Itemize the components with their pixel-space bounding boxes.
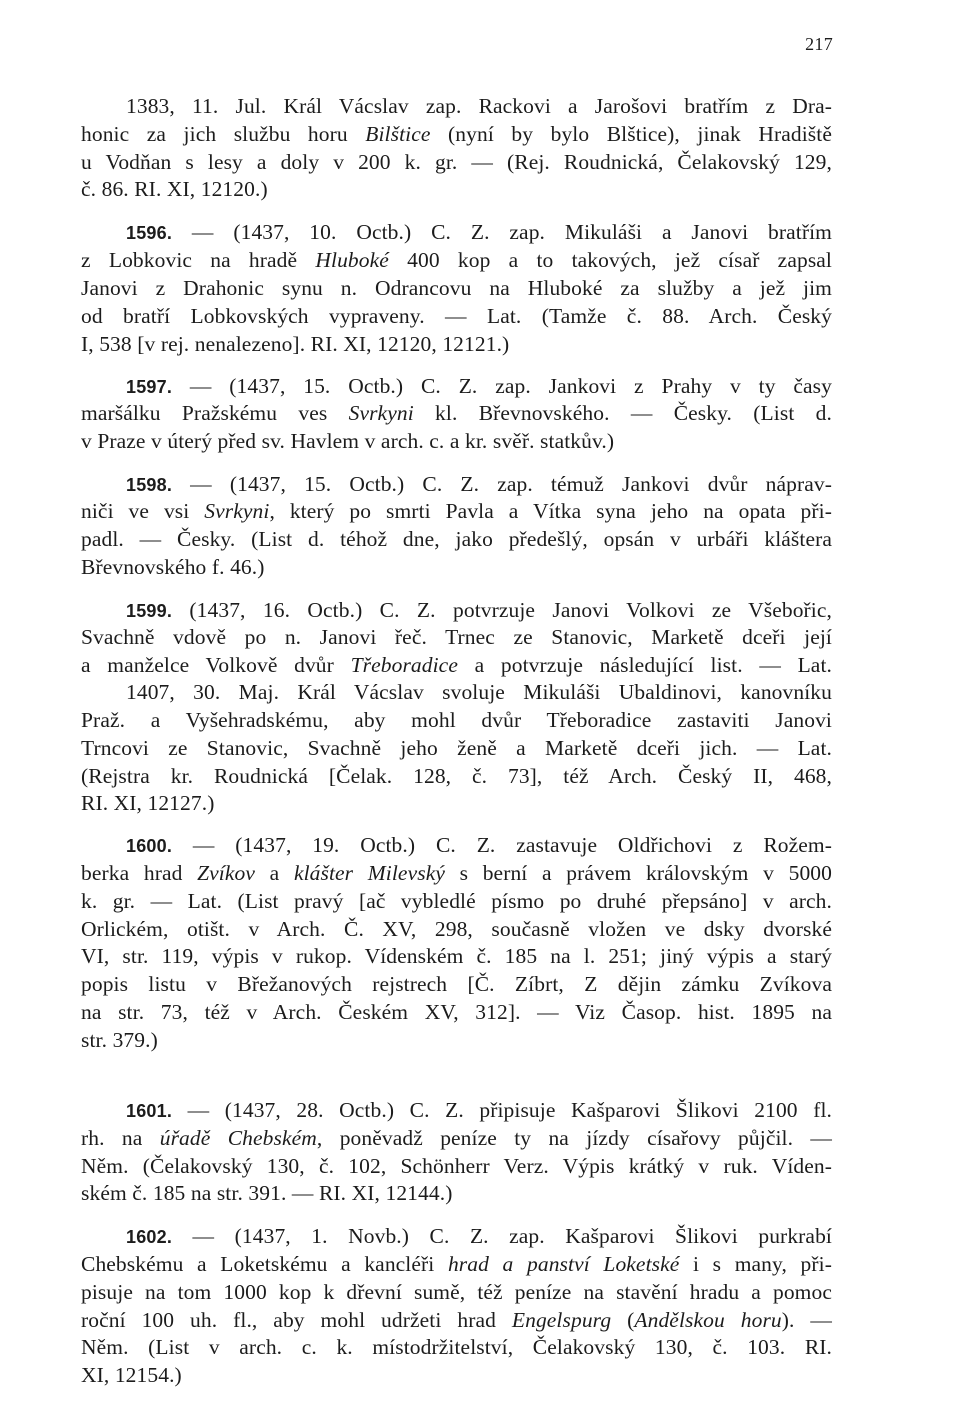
text-segment: Svachně vdově po n. Janovi řeč. Trnec ze Stanovic, Marketě dceři její [81, 625, 832, 649]
entry-line [81, 120, 832, 148]
entry-line [81, 497, 832, 525]
entry-line [81, 859, 832, 887]
text-segment: XI, 12154.) [81, 1363, 182, 1387]
entry-number: 1601. [126, 1101, 173, 1121]
text-segment: — (1437, 1. Novb.) C. Z. zap. Kašparovi Šlikovi purkrabí [172, 1224, 832, 1248]
entry-first-line [126, 372, 832, 400]
entry-line [81, 1026, 832, 1054]
text-segment: Něm. (Čelakovský 130, č. 102, Schönherr Verz. Výpis krátký v ruk. Víden- [81, 1154, 832, 1178]
entry-number: 1600. [126, 836, 173, 856]
entry-line [81, 887, 832, 915]
text-segment: — (1437, 10. Octb.) C. Z. zap. Mikuláši a Janovi bratřím [172, 220, 832, 244]
text-segment: Janovi z Drahonic synu n. Odrancovu na Hluboké za služby a jež jim [81, 276, 832, 300]
text-segment: popis listu v Břežanových rejstrech [Č. Zíbrt, Z dějin zámku Zvíkova [81, 972, 832, 996]
text-segment: od bratří Lobkovských vypraveny. — Lat. (Tamže č. 88. Arch. Český [81, 304, 832, 328]
entry-line [81, 789, 832, 817]
italic-text: úřadě Chebském [159, 1126, 317, 1150]
page-number: 217 [805, 34, 833, 54]
text-segment: 400 kop a to takových, jež císař zapsal [388, 248, 833, 272]
text-segment: (nyní by bylo Blštice), jinak Hradiště [430, 122, 832, 146]
text-segment: ( [611, 1308, 635, 1332]
entry-first-line [126, 1096, 832, 1124]
text-segment: berka hrad [81, 861, 198, 885]
entry-number: 1596. [126, 223, 173, 243]
text-segment: rh. na [81, 1126, 160, 1150]
text-segment: ském č. 185 na str. 391. — RI. XI, 12144.) [81, 1181, 453, 1205]
entry-line [81, 553, 832, 581]
italic-text: Bilštice [365, 122, 431, 146]
entry-line [81, 246, 832, 274]
text-segment: (1437, 16. Octb.) C. Z. potvrzuje Janovi Volkovi ze Všebořic, [172, 598, 832, 622]
text-segment: k. gr. — Lat. (List pravý [ač vybledlé písmo po druhé přepsáno] v arch. [81, 889, 832, 913]
italic-text: Hluboké [315, 248, 389, 272]
text-segment: , poněvadž peníze ty na jízdy císařovy půjčil. — [316, 1126, 833, 1150]
entry-line [81, 651, 832, 679]
italic-text: Zvíkov [197, 861, 256, 885]
entry-line [81, 970, 832, 998]
entry-number: 1599. [126, 601, 173, 621]
text-segment: i s many, při- [679, 1252, 832, 1276]
text-segment: Chebskému a Loketskému a kancléři [81, 1252, 448, 1276]
entry-line [81, 1278, 832, 1306]
entry-line [81, 734, 832, 762]
entry-line [81, 399, 832, 427]
entry-line [81, 1361, 832, 1389]
entry-line [81, 148, 832, 176]
entry-line [81, 706, 832, 734]
entry-first-line [126, 1222, 832, 1250]
entry-number: 1598. [126, 475, 173, 495]
text-segment: u Vodňan s lesy a doly v 200 k. gr. — (Rej. Roudnická, Čelakovský 129, [81, 150, 832, 174]
text-segment: 1383, 11. Jul. Král Vácslav zap. Rackovi a Jarošovi bratřím z Dra- [126, 94, 832, 118]
entry-line [81, 175, 832, 203]
entry-line [81, 427, 832, 455]
text-segment: Trncovi ze Stanovic, Svachně jeho ženě a Marketě dceři jich. — Lat. [81, 736, 832, 760]
entry-line [81, 1124, 832, 1152]
entry-number: 1597. [126, 377, 173, 397]
italic-text: hrad a panství Loketské [447, 1252, 680, 1276]
text-segment: 1407, 30. Maj. Král Vácslav svoluje Mikuláši Ubaldinovi, kanovníku [126, 680, 832, 704]
italic-text: Třeboradice [350, 653, 458, 677]
entry-line [81, 1152, 832, 1180]
text-segment: a [255, 861, 294, 885]
text-segment: roční 100 uh. fl., aby mohl udržeti hrad [81, 1308, 512, 1332]
text-segment: — (1437, 15. Octb.) C. Z. zap. témuž Jankovi dvůr náprav- [172, 472, 832, 496]
text-segment: I, 538 [v rej. nenalezeno]. RI. XI, 12120, 12121.) [81, 332, 510, 356]
text-segment: RI. XI, 12127.) [81, 791, 215, 815]
text-segment: VI, str. 119, výpis v rukop. Vídenském č. 185 na l. 251; jiný výpis a starý [81, 944, 832, 968]
text-segment: — (1437, 15. Octb.) C. Z. zap. Jankovi z Prahy v ty časy [172, 374, 832, 398]
entry-line [81, 942, 832, 970]
entry-line [81, 525, 832, 553]
entry-line [81, 330, 832, 358]
entry-first-line [126, 831, 832, 859]
entry-line [81, 1333, 832, 1361]
entry-first-line [126, 596, 832, 624]
entry-line [81, 623, 832, 651]
entry-line [81, 1306, 832, 1334]
text-segment: honic za jich službu horu [81, 122, 366, 146]
text-segment: Orlickém, otišt. v Arch. Č. XV, 298, současně vložen ve dsky dvorské [81, 917, 832, 941]
text-segment: na str. 73, též v Arch. Českém XV, 312]. — Viz Časop. hist. 1895 na [81, 1000, 832, 1024]
entry-line [81, 762, 832, 790]
text-segment: , který po smrti Pavla a Vítka syna jeho na opata při- [269, 499, 833, 523]
entry-line [81, 998, 832, 1026]
text-segment: niči ve vsi [81, 499, 205, 523]
entry-line [126, 678, 832, 706]
text-segment: s berní a právem královským v 5000 [444, 861, 832, 885]
text-segment: Něm. (List v arch. c. k. místodržitelství, Čelakovský 130, č. 103. RI. [81, 1335, 832, 1359]
text-segment: a potvrzuje následující list. — Lat. [457, 653, 832, 677]
text-segment: Břevnovského f. 46.) [81, 555, 265, 579]
entry-first-line [126, 470, 832, 498]
italic-text: Engelspurg [511, 1308, 612, 1332]
text-segment: — (1437, 19. Octb.) C. Z. zastavuje Oldřichovi z Rožem- [172, 833, 832, 857]
text-segment: kl. Břevnovského. — Česky. (List d. [413, 401, 832, 425]
text-segment: maršálku Pražskému ves [81, 401, 349, 425]
entry-first-line [126, 92, 832, 120]
text-segment: padl. — Česky. (List d. téhož dne, jako předešlý, opsán v urbáři kláštera [81, 527, 832, 551]
entry-number: 1602. [126, 1227, 173, 1247]
italic-text: Andělskou horu [634, 1308, 782, 1332]
entry-line [81, 302, 832, 330]
text-segment: č. 86. RI. XI, 12120.) [81, 177, 268, 201]
entry-line [81, 274, 832, 302]
text-segment: Praž. a Vyšehradskému, aby mohl dvůr Třeboradice zastaviti Janovi [81, 708, 832, 732]
entry-first-line [126, 218, 832, 246]
text-segment: pisuje na tom 1000 kop k dřevní sumě, též peníze na stavění hradu a pomoc [81, 1280, 832, 1304]
text-segment: (Rejstra kr. Roudnická [Čelak. 128, č. 73], též Arch. Český II, 468, [81, 764, 832, 788]
italic-text: Svrkyni [348, 401, 414, 425]
text-segment: v Praze v úterý před sv. Havlem v arch. c. a kr. svěř. statkův.) [81, 429, 615, 453]
text-segment: a manželce Volkově dvůr [81, 653, 351, 677]
italic-text: Svrkyni [204, 499, 270, 523]
text-segment: — (1437, 28. Octb.) C. Z. připisuje Kašparovi Šlikovi 2100 fl. [172, 1098, 832, 1122]
italic-text: klášter Milevský [293, 861, 445, 885]
text-segment: ). — [781, 1308, 833, 1332]
entry-line [81, 1179, 832, 1207]
entry-line [81, 915, 832, 943]
text-segment: str. 379.) [81, 1028, 158, 1052]
text-segment: z Lobkovic na hradě [81, 248, 316, 272]
entry-line [81, 1250, 832, 1278]
